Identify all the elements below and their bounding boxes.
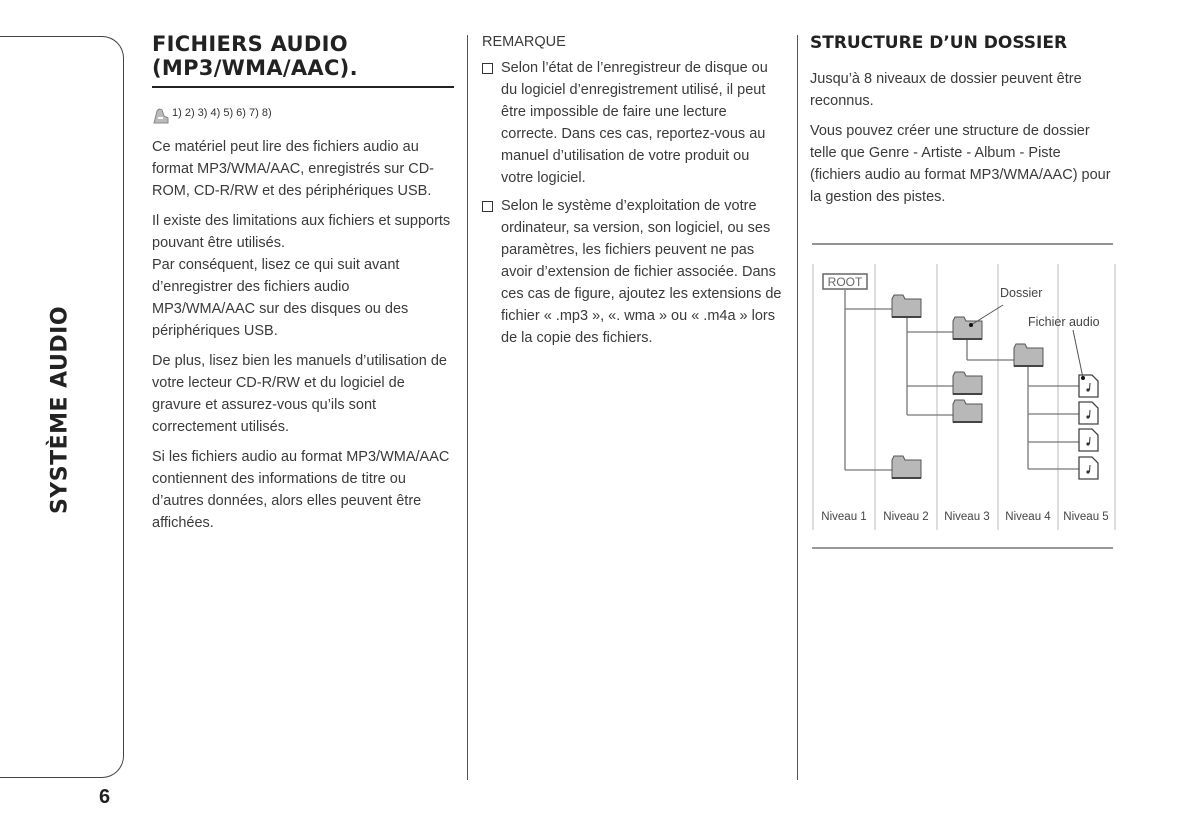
paragraph: Si les fichiers audio au format MP3/WMA/AAC contiennent des informations de titre ou d’autres données, alors elles peuvent être affichées. bbox=[152, 449, 450, 531]
paragraph: De plus, lisez bien les manuels d’utilisation de votre lecteur CD-R/RW et du logiciel de gravure et assurez-vous qu’ils sont correctement utilisés. bbox=[152, 353, 447, 435]
paragraph: Il existe des limitations aux fichiers et supports pouvant être utilisés. Par conséquent, lisez ce qui suit avant d’enregistrer des fichiers audio MP3/WMA/AAC sur des disques ou des périphériques USB. bbox=[152, 213, 451, 339]
file-leader-line bbox=[1073, 330, 1083, 378]
remark-label: REMARQUE bbox=[482, 34, 566, 50]
root-label: ROOT bbox=[827, 275, 863, 289]
audio-file-icon bbox=[1079, 457, 1098, 479]
folder-icon bbox=[1014, 344, 1043, 366]
title-line-1: FICHIERS AUDIO bbox=[152, 32, 348, 56]
paragraph: Vous pouvez créer une structure de dossier telle que Genre - Artiste - Album - Piste (fichiers audio au format MP3/WMA/AAC) pour la gestion des pistes. bbox=[810, 123, 1111, 205]
level-label: Niveau 5 bbox=[1063, 511, 1109, 523]
folder-icon bbox=[953, 372, 982, 394]
remark-text: Selon l’état de l’enregistreur de disque ou du logiciel d’enregistrement utilisé, il peut être impossible de faire une lecture correcte. Dans ces cas, reportez-vous au manuel d’utilisation de votre produit ou votre logiciel. bbox=[501, 60, 768, 186]
folder-icon bbox=[892, 456, 921, 478]
paragraph: Ce matériel peut lire des fichiers audio au format MP3/WMA/AAC, enregistrés sur CD-ROM, CD-R/RW et des périphériques USB. bbox=[152, 139, 434, 199]
folder-label: Dossier bbox=[1000, 286, 1043, 300]
title-line-2: (MP3/WMA/AAC). bbox=[152, 56, 454, 88]
folder-icon bbox=[892, 295, 921, 317]
level-label: Niveau 2 bbox=[883, 511, 929, 523]
level-label: Niveau 3 bbox=[944, 511, 990, 523]
folder-icon bbox=[953, 400, 982, 422]
level-separators bbox=[813, 264, 1115, 530]
audio-file-icon bbox=[1079, 402, 1098, 424]
page-number: 6 bbox=[99, 786, 111, 808]
section-title-vertical: SYSTÈME AUDIO bbox=[47, 305, 73, 515]
file-label: Fichier audio bbox=[1028, 315, 1100, 329]
remark-text: Selon le système d’exploitation de votre ordinateur, sa version, son logiciel, ou ses paramètres, les fichiers peuvent ne pas avoir d’extension de fichier associée. Dans ces cas de figure, ajoutez les extensions de fichier « .mp3 », «. wma » ou « .m4a » lors de la copie des fichiers. bbox=[501, 198, 782, 346]
paragraph: Jusqu’à 8 niveaux de dossier peuvent être reconnus. bbox=[810, 71, 1082, 109]
section-heading: STRUCTURE D’UN DOSSIER bbox=[810, 33, 1068, 53]
audio-file-icon bbox=[1079, 429, 1098, 451]
level-label: Niveau 1 bbox=[821, 511, 867, 523]
level-label: Niveau 4 bbox=[1005, 511, 1051, 523]
references-text: 1) 2) 3) 4) 5) 6) 7) 8) bbox=[172, 107, 272, 119]
